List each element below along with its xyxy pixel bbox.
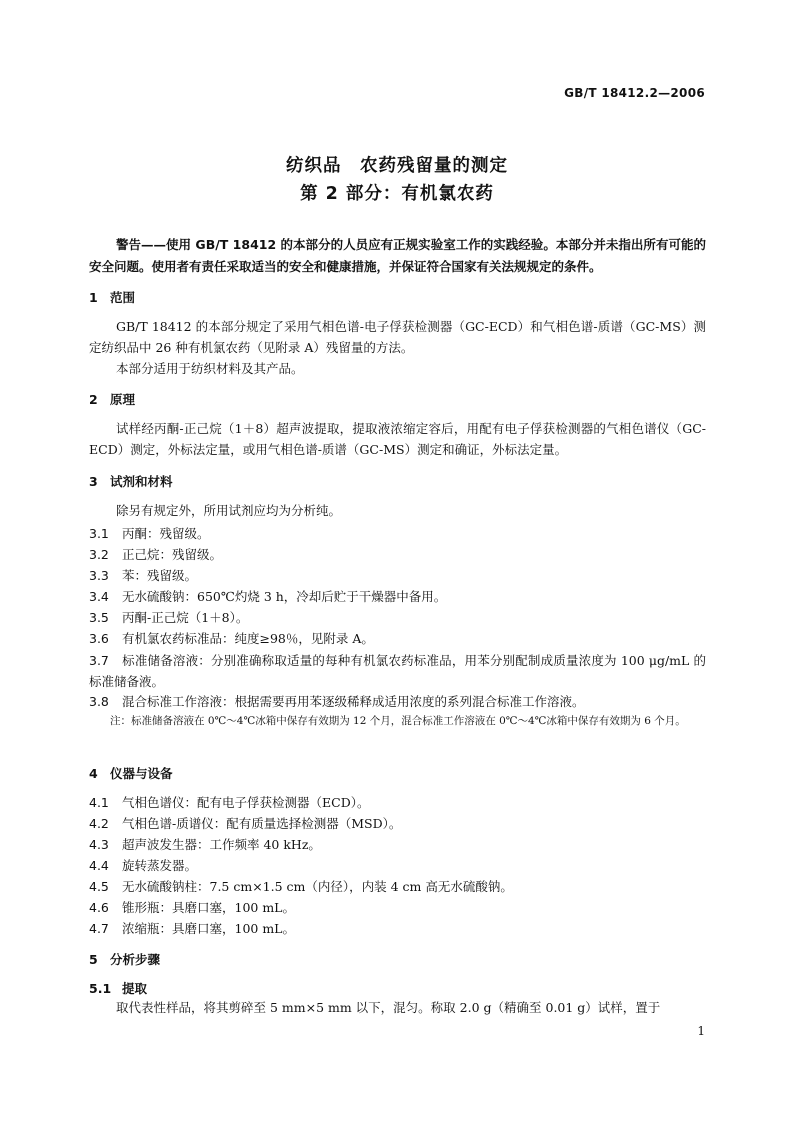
item-number: 3.8	[89, 694, 109, 709]
section-5-paragraph-1: 取代表性样品，将其剪碎至 5 mm×5 mm 以下，混匀。称取 2.0 g（精确至 0.01 g）试样，置于	[116, 1000, 661, 1015]
list-item	[89, 566, 197, 584]
list-item	[89, 877, 513, 895]
section-3-paragraph-1: 除另有规定外，所用试剂应均为分析纯。	[116, 503, 342, 518]
section-title: 分析步骤	[110, 952, 161, 967]
item-text: 有机氯农药标准品：纯度≥98％，见附录 A。	[122, 631, 374, 646]
section-5-heading	[89, 950, 160, 968]
section-1-paragraph-2: 本部分适用于纺织材料及其产品。	[116, 361, 304, 376]
item-text: 丙酮-正己烷（1＋8）。	[122, 610, 249, 625]
list-item	[89, 524, 210, 542]
subsection-number: 5.1	[89, 981, 112, 996]
item-number: 3.3	[89, 568, 109, 583]
list-item	[89, 608, 248, 626]
item-number: 3.6	[89, 631, 109, 646]
section-2-paragraph-1: 试样经丙酮-正己烷（1＋8）超声波提取，提取液浓缩定容后，用配有电子俘获检测器的气相色谱仪（GC-ECD）测定，外标法定量，或用气相色谱-质谱（GC-MS）测定和确证，外标法定量。	[89, 421, 706, 457]
item-number: 4.7	[89, 921, 109, 936]
item-number: 3.4	[89, 589, 109, 604]
item-text: 无水硫酸钠：650℃灼烧 3 h，冷却后贮于干燥器中备用。	[122, 589, 447, 604]
note-text: 标准储备溶液在 0℃～4℃冰箱中保存有效期为 12 个月，混合标准工作溶液在 0℃～4℃冰箱中保存有效期为 6 个月。	[131, 715, 686, 727]
item-number: 4.2	[89, 816, 109, 831]
section-title: 仪器与设备	[110, 766, 173, 781]
section-number: 2	[89, 392, 98, 407]
item-text: 无水硫酸钠柱：7.5 cm×1.5 cm（内径），内装 4 cm 高无水硫酸钠。	[122, 879, 513, 894]
section-1-paragraph-1: GB/T 18412 的本部分规定了采用气相色谱-电子俘获检测器（GC-ECD）和气相色谱-质谱（GC-MS）测定纺织品中 26 种有机氯农药（见附录 A）残留量的方法。	[89, 319, 706, 355]
list-item	[89, 919, 295, 937]
item-number: 4.6	[89, 900, 109, 915]
item-number: 4.1	[89, 795, 109, 810]
list-item	[89, 814, 401, 832]
list-item	[89, 856, 197, 874]
item-text: 气相色谱仪：配有电子俘获检测器（ECD）。	[122, 795, 370, 810]
list-item-3-7	[89, 650, 706, 692]
section-title: 原理	[110, 392, 136, 407]
subsection-5-1-heading	[89, 979, 147, 997]
section-4-heading	[89, 764, 173, 782]
item-text: 正己烷：残留级。	[122, 547, 223, 562]
subsection-title: 提取	[122, 981, 148, 996]
item-number: 3.2	[89, 547, 109, 562]
document-subtitle: 第 2 部分：有机氯农药	[300, 184, 494, 204]
item-number: 3.7	[89, 653, 109, 668]
item-text: 锥形瓶：具磨口塞，100 mL。	[122, 900, 295, 915]
item-text: 气相色谱-质谱仪：配有质量选择检测器（MSD）。	[122, 816, 402, 831]
item-text: 苯：残留级。	[122, 568, 198, 583]
list-item	[89, 898, 295, 916]
item-text: 丙酮：残留级。	[122, 526, 210, 541]
list-item	[89, 835, 321, 853]
item-number: 3.1	[89, 526, 109, 541]
section-title: 试剂和材料	[110, 474, 173, 489]
list-item-3-8	[89, 692, 585, 710]
item-text: 超声波发生器：工作频率 40 kHz。	[122, 837, 321, 852]
warning-paragraph: 警告——使用 GB/T 18412 的本部分的人员应有正规实验室工作的实践经验。本部分并未指出所有可能的安全问题。使用者有责任采取适当的安全和健康措施，并保证符合国家有关法规规定的条件。	[89, 237, 706, 274]
page-number: 1	[697, 1024, 705, 1038]
item-number: 4.5	[89, 879, 109, 894]
item-text: 旋转蒸发器。	[122, 858, 198, 873]
list-item	[89, 587, 446, 605]
section-2-heading	[89, 390, 135, 408]
item-number: 4.3	[89, 837, 109, 852]
document-title: 纺织品 农药残留量的测定	[286, 156, 508, 176]
item-text: 混合标准工作溶液：根据需要再用苯逐级稀释成适用浓度的系列混合标准工作溶液。	[122, 694, 585, 709]
section-number: 4	[89, 766, 98, 781]
note	[89, 711, 706, 731]
item-number: 3.5	[89, 610, 109, 625]
section-number: 5	[89, 952, 98, 967]
list-item	[89, 793, 369, 811]
item-number: 4.4	[89, 858, 109, 873]
list-item	[89, 545, 222, 563]
list-item	[89, 629, 374, 647]
section-number: 1	[89, 290, 98, 305]
section-title: 范围	[110, 290, 136, 305]
section-1-heading	[89, 288, 135, 306]
note-label: 注：	[110, 715, 131, 727]
section-3-heading	[89, 472, 173, 490]
section-number: 3	[89, 474, 98, 489]
item-text: 浓缩瓶：具磨口塞，100 mL。	[122, 921, 295, 936]
item-text: 标准储备溶液：分别准确称取适量的每种有机氯农药标准品，用苯分别配制成质量浓度为 100 μg/mL 的标准储备液。	[89, 653, 706, 689]
standard-number: GB/T 18412.2—2006	[564, 86, 705, 100]
